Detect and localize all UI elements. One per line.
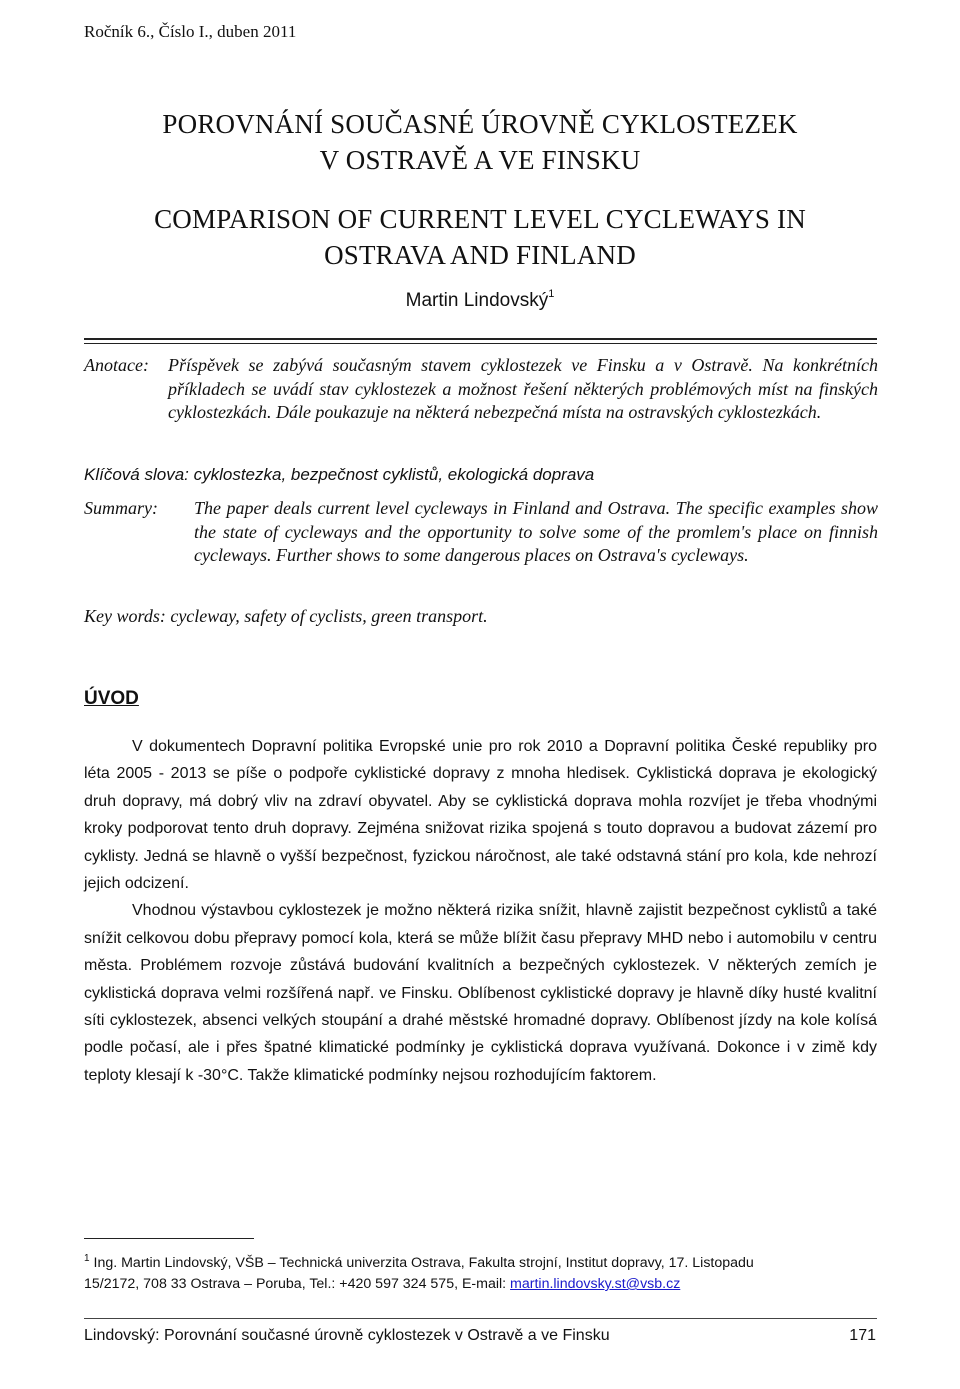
keywords-cz: Klíčová slova: cyklostezka, bezpečnost cyklistů, ekologická doprava [84, 465, 595, 484]
title-english [0, 201, 960, 273]
footer-rule [84, 1318, 877, 1319]
title-czech-line-2: V OSTRAVĚ A VE FINSKU [319, 145, 641, 175]
body-paragraph-1: V dokumentech Dopravní politika Evropské unie pro rok 2010 a Dopravní politika České republiky pro léta 2005 - 2013 se píše o podpoře cyklistické dopravy z mnoha hledisek. Cyklistická doprava je ekologický druh dopravy, má dobrý vliv na zdraví obyvatel. Aby se cyklistická doprava mohla rozvíjet je třeba vhodnými kroky podporovat tento druh dopravy. Zejména snižovat rizika spojená s touto dopravou a budovat zázemí pro cyklisty. Jedná se hlavně o vyšší bezpečnost, fyzickou náročnost, ale také odstavná stání pro kola, kde nehrozí jejich odcizení. [84, 738, 877, 893]
footnote-separator [84, 1238, 254, 1239]
title-czech [0, 106, 960, 178]
title-english-line-1: COMPARISON OF CURRENT LEVEL CYCLEWAYS IN [154, 204, 806, 234]
footnote-line-1: Ing. Martin Lindovský, VŠB – Technická univerzita Ostrava, Fakulta strojní, Institut dopravy, 17. Listopadu [89, 1255, 754, 1271]
abstract-en-text: The paper deals current level cycleways in Finland and Ostrava. The specific examples show the state of cycleways and the opportunity to solve some of the promlem's place on finnish cycleways. Further shows to some dangerous places on Ostrava's cycleways. [194, 498, 878, 565]
keywords-en: Key words: cycleway, safety of cyclists, green transport. [84, 606, 488, 626]
footnote-line-2: 15/2172, 708 33 Ostrava – Poruba, Tel.: +420 597 324 575, E-mail: [84, 1276, 511, 1292]
title-rule-thick [84, 338, 877, 340]
journal-issue-header: Ročník 6., Číslo I., duben 2011 [84, 22, 297, 41]
footer-page-number: 171 [849, 1327, 876, 1344]
abstract-cz-label: Anotace: [84, 355, 149, 375]
footnote [84, 1248, 884, 1295]
section-heading: ÚVOD [84, 688, 139, 709]
title-czech-line-1: POROVNÁNÍ SOUČASNÉ ÚROVNĚ CYKLOSTEZEK [162, 109, 798, 139]
title-english-line-2: OSTRAVA AND FINLAND [324, 240, 636, 270]
author-name: Martin Lindovský [405, 290, 549, 311]
author-footnote-mark: 1 [548, 288, 555, 300]
body-paragraph-2: Vhodnou výstavbou cyklostezek je možno některá rizika snížit, hlavně zajistit bezpečnost cyklistů a také snížit celkovou dobu přepravy pomocí kola, která se může blížit času přepravy MHD nebo i automobilu v centru města. Problémem rozvoje zůstává budování kvalitních a bezpečných cyklostezek. V některých zemích je cyklistická doprava velmi rozšířená např. ve Finsku. Oblíbenost cyklistické dopravy je hlavně díky husté kvalitní síti cyklostezek, absenci velkých stoupání a drahé městské hromadné dopravy. Oblíbenost jízdy na kole kolísá podle počasí, ale i přes špatné klimatické podmínky je cyklistická doprava využívaná. Dokonce i v zimě kdy teploty klesají k -30°C. Takže klimatické podmínky nejsou rozhodujícím faktorem. [84, 902, 877, 1084]
footnote-email-link[interactable]: martin.lindovsky.st@vsb.cz [510, 1276, 681, 1292]
body-text [84, 733, 877, 1089]
footnote-mark: 1 [84, 1253, 90, 1264]
author-line [0, 288, 960, 312]
abstract-cz-text: Příspěvek se zabývá současným stavem cyklostezek ve Finsku a v Ostravě. Na konkrétních příkladech se uvádí stav cyklostezek a možnost řešení některých problémových míst na finských cyklostezkách. Dále poukazuje na některá nebezpečná místa na ostravských cyklostezkách. [168, 355, 878, 422]
abstract-en-label: Summary: [84, 498, 158, 518]
footer-running-title: Lindovský: Porovnání současné úrovně cyklostezek v Ostravě a ve Finsku [84, 1327, 610, 1344]
title-rule-thin [84, 343, 877, 344]
